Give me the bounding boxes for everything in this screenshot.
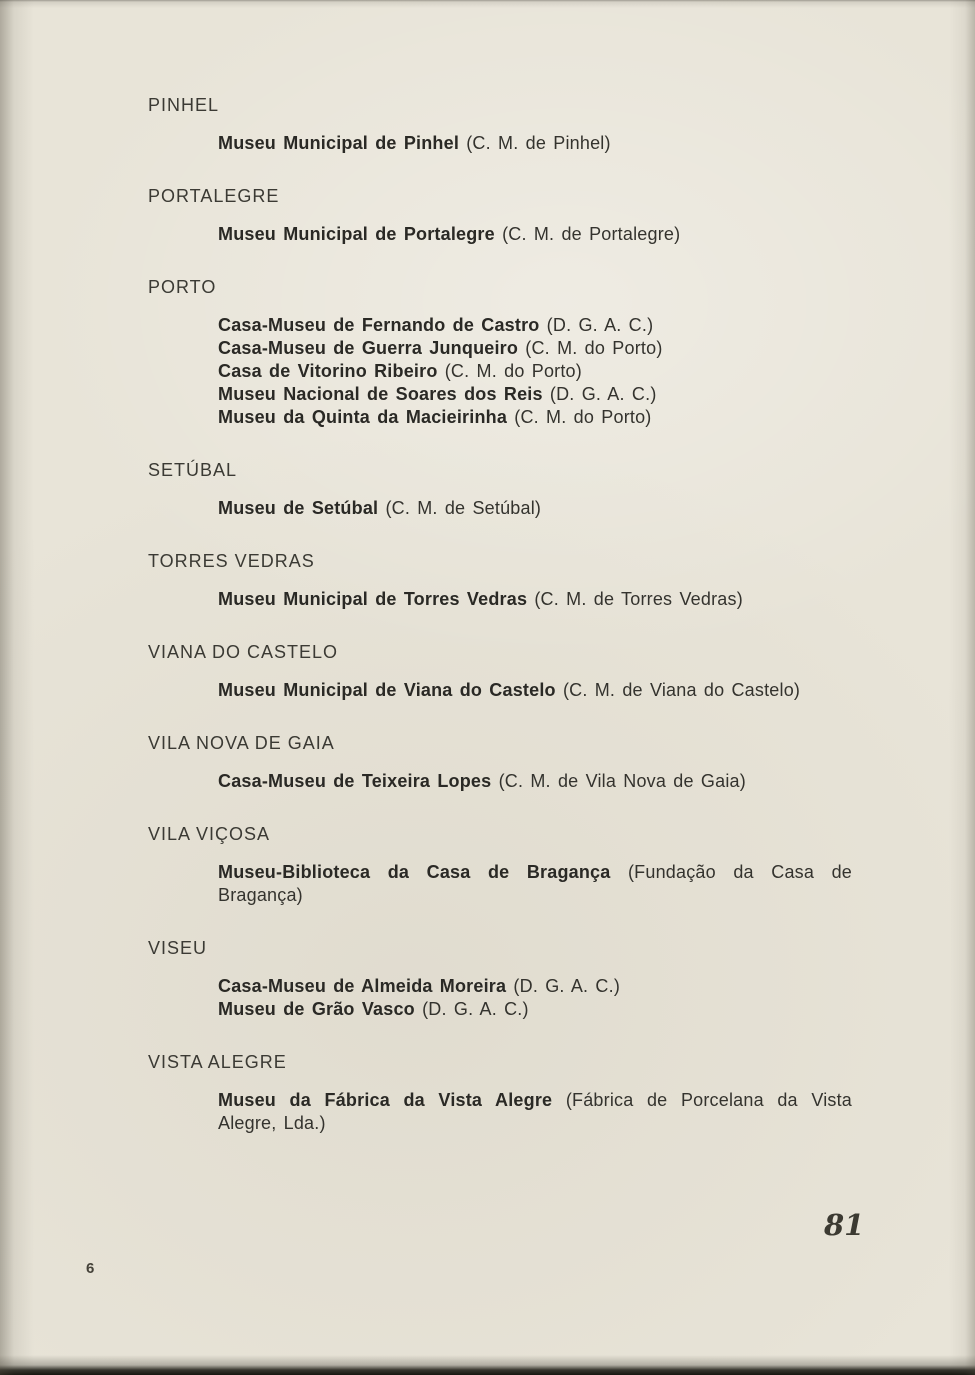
museum-org: (C. M. de Pinhel): [466, 133, 611, 153]
city-section: [148, 550, 975, 611]
museum-name: Museu de Grão Vasco: [218, 999, 415, 1019]
museum-name: Museu Municipal de Torres Vedras: [218, 589, 528, 609]
museum-org: (C. M. de Viana do Castelo): [562, 680, 801, 700]
leaf-number: 6: [86, 1260, 95, 1277]
city-heading: SETÚBAL: [148, 460, 238, 480]
city-heading: PINHEL: [148, 95, 220, 115]
city-section: [148, 937, 975, 1021]
city-heading: VIANA DO CASTELO: [148, 642, 339, 662]
museum-name: Casa-Museu de Teixeira Lopes: [218, 771, 492, 791]
museum-org: (C. M. do Porto): [514, 407, 652, 427]
museum-org: (D. G. A. C.): [513, 976, 621, 996]
museum-name: Museu Municipal de Pinhel: [218, 133, 460, 153]
museum-org: (C. M. de Setúbal): [385, 498, 542, 518]
city-section: [148, 641, 975, 702]
museum-name: Casa-Museu de Guerra Junqueiro: [218, 338, 519, 358]
city-heading: PORTALEGRE: [148, 186, 280, 206]
museum-entry: [218, 679, 852, 702]
museum-name: Museu-Biblioteca da Casa de Bragança: [218, 862, 611, 882]
museum-entry: [218, 861, 852, 907]
museum-name: Museu Nacional de Soares dos Reis: [218, 384, 543, 404]
city-section: [148, 732, 975, 793]
museum-org: (C. M. de Portalegre): [502, 224, 681, 244]
museum-entry: [218, 1089, 852, 1135]
museum-entry: [218, 132, 852, 155]
museum-org: (D. G. A. C.): [549, 384, 657, 404]
page-number: 81: [824, 1208, 865, 1242]
museum-org: (C. M. do Porto): [525, 338, 663, 358]
museum-org: (Fundação da Casa de Bragança): [218, 862, 852, 905]
city-heading: VISTA ALEGRE: [148, 1052, 287, 1072]
museum-org: (D. G. A. C.): [422, 999, 529, 1019]
museum-org: (C. M. de Torres Vedras): [534, 589, 743, 609]
city-section: [148, 185, 975, 246]
city-heading: TORRES VEDRAS: [148, 551, 315, 571]
museum-entry: [218, 314, 852, 337]
city-heading: VILA NOVA DE GAIA: [148, 733, 335, 753]
museum-org: (C. M. do Porto): [444, 361, 582, 381]
museum-name: Museu de Setúbal: [218, 498, 379, 518]
museum-name: Museu Municipal de Viana do Castelo: [218, 680, 556, 700]
museum-entry: [218, 588, 852, 611]
museum-org: (Fábrica de Porcelana da Vista Alegre, Lda.): [218, 1090, 853, 1133]
museum-name: Casa-Museu de Almeida Moreira: [218, 976, 507, 996]
museum-entry: [218, 360, 852, 383]
city-section: [148, 276, 975, 429]
museum-entry: [218, 383, 852, 406]
museum-name: Museu da Fábrica da Vista Alegre: [218, 1090, 553, 1110]
city-section: [148, 1051, 975, 1135]
museum-name: Casa de Vitorino Ribeiro: [218, 361, 438, 381]
city-section: [148, 94, 975, 155]
city-heading: VISEU: [148, 938, 208, 958]
city-section: [148, 459, 975, 520]
museum-org: (D. G. A. C.): [546, 315, 654, 335]
museum-entry: [218, 337, 852, 360]
museum-entry: [218, 975, 852, 998]
city-heading: PORTO: [148, 277, 217, 297]
museum-name: Museu Municipal de Portalegre: [218, 224, 495, 244]
city-section: [148, 823, 975, 907]
museum-org: (C. M. de Vila Nova de Gaia): [498, 771, 746, 791]
museum-name: Casa-Museu de Fernando de Castro: [218, 315, 540, 335]
museum-entry: [218, 770, 852, 793]
museum-entry: [218, 998, 852, 1021]
city-heading: VILA VIÇOSA: [148, 824, 271, 844]
museum-list: [148, 94, 975, 1135]
museum-entry: [218, 406, 852, 429]
museum-entry: [218, 497, 852, 520]
museum-entry: [218, 223, 852, 246]
museum-name: Museu da Quinta da Macieirinha: [218, 407, 508, 427]
